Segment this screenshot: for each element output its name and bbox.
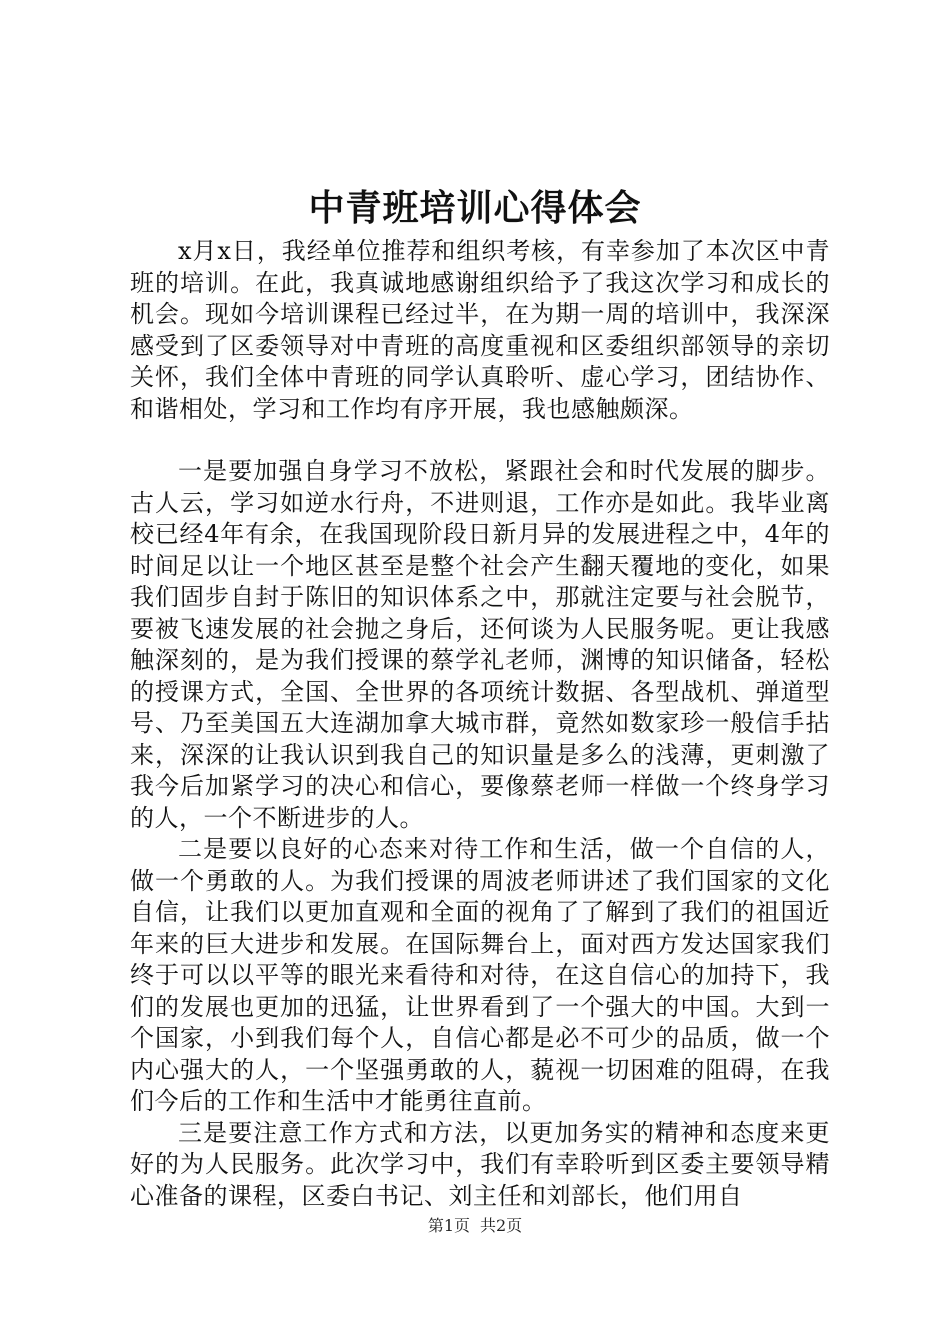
point-three-paragraph: 三是要注意工作方式和方法，以更加务实的精神和态度来更好的为人民服务。此次学习中，我们有幸聆听到区委主要领导精心准备的课程，区委白书记、刘主任和刘部长，他们用自 <box>130 1118 830 1210</box>
page-total: 共2页 <box>480 1216 523 1235</box>
page-footer <box>0 1215 950 1237</box>
point-two-paragraph: 二是要以良好的心态来对待工作和生活，做一个自信的人，做一个勇敢的人。为我们授课的周波老师讲述了我们国家的文化自信，让我们以更加直观和全面的视角了了解到了我们的祖国近年来的巨大进步和发展。在国际舞台上，面对西方发达国家我们终于可以以平等的眼光来看待和对待，在这自信心的加持下，我们的发展也更加的迅猛，让世界看到了一个强大的中国。大到一个国家，小到我们每个人，自信心都是必不可少的品质，做一个内心强大的人，一个坚强勇敢的人，藐视一切困难的阻碍，在我们今后的工作和生活中才能勇往直前。 <box>130 835 830 1115</box>
document-title: 中青班培训心得体会 <box>308 187 642 229</box>
point-one-paragraph: 一是要加强自身学习不放松，紧跟社会和时代发展的脚步。古人云，学习如逆水行舟，不进则退，工作亦是如此。我毕业离校已经4年有余，在我国现阶段日新月异的发展进程之中，4年的时间足以让一个地区甚至是整个社会产生翻天覆地的变化，如果我们固步自封于陈旧的知识体系之中，那就注定要与社会脱节，要被飞速发展的社会抛之身后，还何谈为人民服务呢。更让我感触深刻的，是为我们授课的蔡学礼老师，渊博的知识储备，轻松的授课方式，全国、全世界的各项统计数据、各型战机、弹道型号、乃至美国五大连湖加拿大城市群，竟然如数家珍一般信手拈来，深深的让我认识到我自己的知识量是多么的浅薄，更刺激了我今后加紧学习的决心和信心，要像蔡老师一样做一个终身学习的人，一个不断进步的人。 <box>130 457 830 832</box>
intro-paragraph: x月x日，我经单位推荐和组织考核，有幸参加了本次区中青班的培训。在此，我真诚地感谢组织给予了我这次学习和成长的机会。现如今培训课程已经过半，在为期一周的培训中，我深深感受到了区委领导对中青班的高度重视和区委组织部领导的亲切关怀，我们全体中青班的同学认真聆听、虚心学习，团结协作、和谐相处，学习和工作均有序开展，我也感触颇深。 <box>130 237 830 423</box>
document-body <box>130 236 830 1212</box>
page-number: 第1页 <box>427 1216 470 1235</box>
